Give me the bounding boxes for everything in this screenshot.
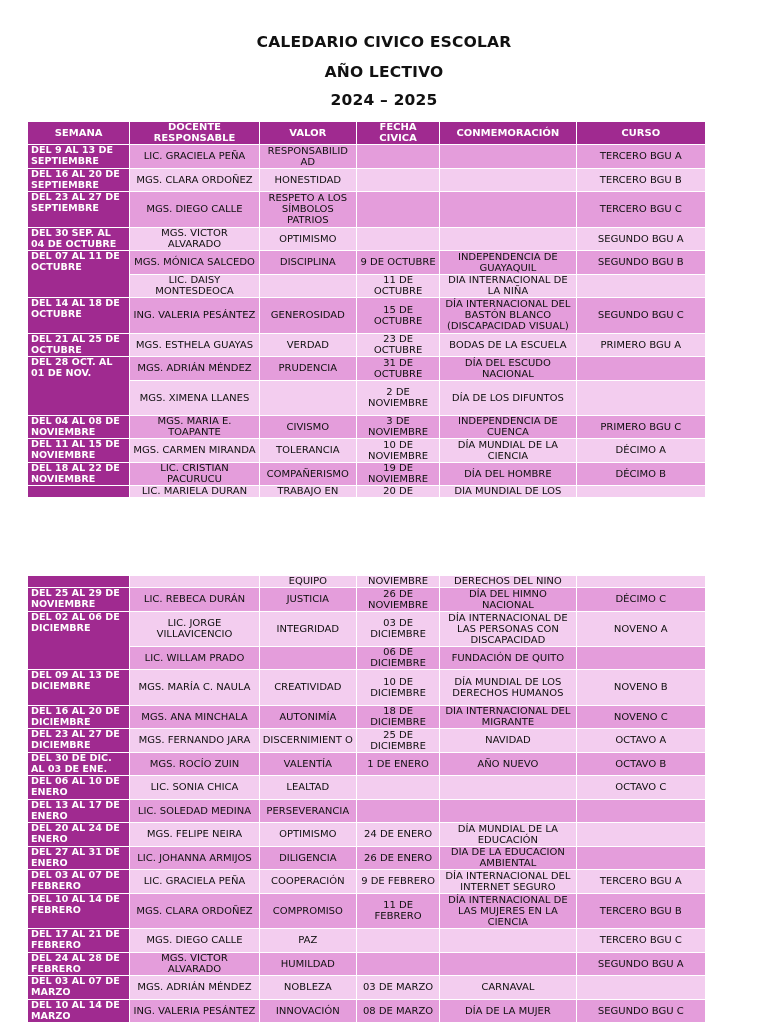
table-row — [28, 416, 706, 439]
header-conmemoracion: CONMEMORACIÓN — [440, 122, 576, 145]
cell-curso: DÉCIMO A — [576, 439, 705, 463]
document-year: 2024 – 2025 — [330, 91, 438, 109]
cell-semana: DEL 02 AL 06 DE DICIEMBRE — [28, 612, 130, 670]
cell-conmemoracion: NAVIDAD — [440, 729, 576, 753]
header-fecha: FECHA CIVICA — [356, 122, 439, 145]
cell-curso: NOVENO C — [576, 706, 705, 729]
table-row — [28, 251, 706, 275]
table-row — [28, 753, 706, 776]
cell-curso: SEGUNDO BGU B — [576, 251, 705, 275]
table-row — [28, 612, 706, 647]
cell-docente: LIC. CRISTIAN PACURUCU — [130, 463, 259, 486]
cell-conmemoracion: INDEPENDENCIA DE GUAYAQUIL — [440, 251, 576, 275]
cell-curso: DÉCIMO C — [576, 588, 705, 612]
table-row — [28, 588, 706, 612]
cell-curso — [576, 647, 705, 670]
table-row — [28, 463, 706, 486]
cell-curso: PRIMERO BGU A — [576, 334, 705, 357]
cell-docente: LIC. SOLEDAD MEDINA — [130, 800, 259, 823]
cell-curso — [576, 275, 705, 298]
cell-curso: OCTAVO B — [576, 753, 705, 776]
cell-conmemoracion: DÍA MUNDIAL DE LA EDUCACIÓN — [440, 823, 576, 847]
cell-conmemoracion: DÍA INTERNACIONAL DEL BASTÓN BLANCO (DISCAPACIDAD VISUAL) — [440, 298, 576, 334]
cell-docente: MGS. CARMEN MIRANDA — [130, 439, 259, 463]
cell-docente: MGS. FELIPE NEIRA — [130, 823, 259, 847]
cell-curso: SEGUNDO BGU A — [576, 228, 705, 251]
cell-semana — [28, 486, 130, 498]
cell-docente: LIC. MARIELA DURÁN — [130, 486, 259, 498]
cell-semana: DEL 14 AL 18 DE OCTUBRE — [28, 298, 130, 334]
table-row — [28, 847, 706, 870]
cell-fecha: 3 DE NOVIEMBRE — [356, 416, 439, 439]
cell-fecha — [356, 929, 439, 953]
cell-conmemoracion: DÍA MUNDIAL DE LOS — [440, 486, 576, 498]
cell-fecha — [356, 776, 439, 800]
cell-fecha: 11 DE FEBRERO — [356, 894, 439, 929]
cell-valor: RESPONSABILID AD — [259, 145, 356, 169]
cell-docente: MGS. ADRIÁN MÉNDEZ — [130, 976, 259, 1000]
table-row — [28, 439, 706, 463]
cell-docente: MGS. DIEGO CALLE — [130, 929, 259, 953]
cell-valor: VERDAD — [259, 334, 356, 357]
cell-valor: TRABAJO EN — [259, 486, 356, 498]
cell-conmemoracion: DÍA MUNDIAL DE LA CIENCIA — [440, 439, 576, 463]
cell-conmemoracion: DÍA INTERNACIONAL DEL MIGRANTE — [440, 706, 576, 729]
table-row — [28, 647, 706, 670]
cell-curso: NOVENO A — [576, 612, 705, 647]
cell-fecha: 11 DE OCTUBRE — [356, 275, 439, 298]
cell-semana: DEL 9 AL 13 DE SEPTIEMBRE — [28, 145, 130, 169]
cell-fecha — [356, 192, 439, 228]
cell-docente: MGS. CLARA ORDOÑEZ — [130, 169, 259, 192]
table-row — [28, 169, 706, 192]
cell-fecha: 26 DE NOVIEMBRE — [356, 588, 439, 612]
cell-semana: DEL 23 AL 27 DE SEPTIEMBRE — [28, 192, 130, 228]
cell-curso — [576, 847, 705, 870]
cell-conmemoracion: DÍA DEL HOMBRE — [440, 463, 576, 486]
cell-valor: OPTIMISMO — [259, 823, 356, 847]
cell-curso: TERCERO BGU A — [576, 870, 705, 894]
cell-fecha: 10 DE DICIEMBRE — [356, 670, 439, 706]
cell-docente: LIC. WILLAM PRADO — [130, 647, 259, 670]
cell-curso — [576, 823, 705, 847]
cell-semana — [28, 576, 130, 588]
cell-valor: DISCIPLINA — [259, 251, 356, 275]
cell-semana: DEL 16 AL 20 DE SEPTIEMBRE — [28, 169, 130, 192]
cell-valor: HONESTIDAD — [259, 169, 356, 192]
header-docente: DOCENTE RESPONSABLE — [130, 122, 259, 145]
cell-docente: MGS. MARÍA C. NAULA — [130, 670, 259, 706]
cell-valor: PRUDENCIA — [259, 357, 356, 381]
cell-semana: DEL 10 AL 14 DE MARZO — [28, 1000, 130, 1023]
cell-conmemoracion — [440, 953, 576, 976]
cell-docente: MGS. CLARA ORDOÑEZ — [130, 894, 259, 929]
cell-conmemoracion: DÍA DE LOS DIFUNTOS — [440, 381, 576, 416]
cell-valor: AUTONIMÍA — [259, 706, 356, 729]
table-row — [28, 275, 706, 298]
cell-semana: DEL 13 AL 17 DE ENERO — [28, 800, 130, 823]
cell-conmemoracion: DÍA DE LA MUJER — [440, 1000, 576, 1023]
cell-fecha: 25 DE DICIEMBRE — [356, 729, 439, 753]
cell-curso: OCTAVO A — [576, 729, 705, 753]
cell-curso: PRIMERO BGU C — [576, 416, 705, 439]
cell-docente: MGS. MARÍA E. TOAPANTE — [130, 416, 259, 439]
cell-semana: DEL 09 AL 13 DE DICIEMBRE — [28, 670, 130, 706]
cell-valor: COMPROMISO — [259, 894, 356, 929]
cell-conmemoracion: DÍA MUNDIAL DE LOS DERECHOS HUMANOS — [440, 670, 576, 706]
cell-curso: TERCERO BGU A — [576, 145, 705, 169]
cell-conmemoracion: DÍA DEL HIMNO NACIONAL — [440, 588, 576, 612]
cell-valor: PAZ — [259, 929, 356, 953]
document-title: CALEDARIO CIVICO ESCOLAR — [256, 33, 512, 51]
table-row — [28, 953, 706, 976]
cell-fecha: 03 DE DICIEMBRE — [356, 612, 439, 647]
cell-semana: DEL 04 AL 08 DE NOVIEMBRE — [28, 416, 130, 439]
cell-docente: LIC. GRACIELA PEÑA — [130, 145, 259, 169]
cell-fecha — [356, 800, 439, 823]
table-row — [28, 192, 706, 228]
cell-docente: MGS. VÍCTOR ALVARADO — [130, 953, 259, 976]
table-row — [28, 357, 706, 381]
cell-valor: CIVISMO — [259, 416, 356, 439]
cell-docente: MGS. ROCÍO ZUIN — [130, 753, 259, 776]
cell-semana: DEL 20 AL 24 DE ENERO — [28, 823, 130, 847]
cell-fecha — [356, 953, 439, 976]
cell-semana: DEL 23 AL 27 DE DICIEMBRE — [28, 729, 130, 753]
cell-conmemoracion: FUNDACIÓN DE QUITO — [440, 647, 576, 670]
cell-curso: TERCERO BGU C — [576, 192, 705, 228]
cell-docente: LIC. SONIA CHICA — [130, 776, 259, 800]
cell-valor: INTEGRIDAD — [259, 612, 356, 647]
cell-fecha: 20 DE — [356, 486, 439, 498]
cell-fecha: 10 DE NOVIEMBRE — [356, 439, 439, 463]
cell-fecha: NOVIEMBRE — [356, 576, 439, 588]
table-row — [28, 929, 706, 953]
table-header-row — [28, 122, 706, 145]
calendar-table-page1 — [27, 121, 706, 498]
cell-semana: DEL 10 AL 14 DE FEBRERO — [28, 894, 130, 929]
cell-fecha: 19 DE NOVIEMBRE — [356, 463, 439, 486]
cell-docente: LIC. REBECA DURÁN — [130, 588, 259, 612]
cell-fecha: 15 DE OCTUBRE — [356, 298, 439, 334]
table-row — [28, 894, 706, 929]
cell-curso — [576, 976, 705, 1000]
cell-conmemoracion: DÍA INTERNACIONAL DE LA NIÑA — [440, 275, 576, 298]
header-curso: CURSO — [576, 122, 705, 145]
cell-docente: MGS. VÍCTOR ALVARADO — [130, 228, 259, 251]
cell-curso — [576, 486, 705, 498]
cell-curso — [576, 800, 705, 823]
calendar-table-page2 — [27, 575, 706, 1023]
table-row — [28, 870, 706, 894]
table-row — [28, 145, 706, 169]
cell-semana: DEL 30 SEP. AL 04 DE OCTUBRE — [28, 228, 130, 251]
cell-conmemoracion — [440, 169, 576, 192]
table-row — [28, 576, 706, 588]
cell-conmemoracion — [440, 776, 576, 800]
cell-semana: DEL 18 AL 22 DE NOVIEMBRE — [28, 463, 130, 486]
cell-conmemoracion: INDEPENDENCIA DE CUENCA — [440, 416, 576, 439]
table-row — [28, 706, 706, 729]
cell-curso: SEGUNDO BGU C — [576, 298, 705, 334]
cell-conmemoracion: DÍA DE LA EDUCACIÓN AMBIENTAL — [440, 847, 576, 870]
cell-docente: ING. VALERIA PESÁNTEZ — [130, 298, 259, 334]
cell-conmemoracion: DÍA INTERNACIONAL DE LAS MUJERES EN LA CIENCIA — [440, 894, 576, 929]
cell-curso: SEGUNDO BGU C — [576, 1000, 705, 1023]
cell-valor: CREATIVIDAD — [259, 670, 356, 706]
cell-valor: RESPETO A LOS SÍMBOLOS PATRIOS — [259, 192, 356, 228]
cell-conmemoracion — [440, 800, 576, 823]
cell-conmemoracion: CARNAVAL — [440, 976, 576, 1000]
cell-valor: EQUIPO — [259, 576, 356, 588]
cell-curso: DÉCIMO B — [576, 463, 705, 486]
cell-conmemoracion: DERECHOS DEL NIÑO — [440, 576, 576, 588]
cell-valor: INNOVACIÓN — [259, 1000, 356, 1023]
cell-semana: DEL 03 AL 07 DE FEBRERO — [28, 870, 130, 894]
table-row — [28, 298, 706, 334]
table-row — [28, 381, 706, 416]
cell-semana: DEL 03 AL 07 DE MARZO — [28, 976, 130, 1000]
cell-valor: VALENTÍA — [259, 753, 356, 776]
cell-curso: TERCERO BGU B — [576, 169, 705, 192]
cell-conmemoracion: DÍA INTERNACIONAL DE LAS PERSONAS CON DISCAPACIDAD — [440, 612, 576, 647]
cell-conmemoracion — [440, 192, 576, 228]
cell-valor: JUSTICIA — [259, 588, 356, 612]
cell-fecha: 9 DE FEBRERO — [356, 870, 439, 894]
cell-docente: LIC. JOHANNA ARMIJOS — [130, 847, 259, 870]
cell-fecha — [356, 145, 439, 169]
cell-docente: LIC. DAISY MONTESDEOCA — [130, 275, 259, 298]
cell-valor: OPTIMISMO — [259, 228, 356, 251]
cell-fecha: 06 DE DICIEMBRE — [356, 647, 439, 670]
cell-curso — [576, 381, 705, 416]
table-row — [28, 776, 706, 800]
cell-docente — [130, 576, 259, 588]
cell-semana: DEL 27 AL 31 DE ENERO — [28, 847, 130, 870]
cell-docente: LIC. JORGE VILLAVICENCIO — [130, 612, 259, 647]
cell-valor: NOBLEZA — [259, 976, 356, 1000]
cell-semana: DEL 17 AL 21 DE FEBRERO — [28, 929, 130, 953]
cell-curso: TERCERO BGU C — [576, 929, 705, 953]
cell-fecha: 24 DE ENERO — [356, 823, 439, 847]
cell-semana: DEL 06 AL 10 DE ENERO — [28, 776, 130, 800]
table-row — [28, 1000, 706, 1023]
cell-conmemoracion: DÍA DEL ESCUDO NACIONAL — [440, 357, 576, 381]
table-row — [28, 729, 706, 753]
cell-valor: HUMILDAD — [259, 953, 356, 976]
cell-semana: DEL 07 AL 11 DE OCTUBRE — [28, 251, 130, 298]
cell-valor: TOLERANCIA — [259, 439, 356, 463]
cell-valor: GENEROSIDAD — [259, 298, 356, 334]
cell-valor: DISCERNIMIENT O — [259, 729, 356, 753]
cell-conmemoracion: AÑO NUEVO — [440, 753, 576, 776]
cell-conmemoracion — [440, 929, 576, 953]
cell-docente: ING. VALERIA PESÁNTEZ — [130, 1000, 259, 1023]
cell-fecha: 31 DE OCTUBRE — [356, 357, 439, 381]
cell-fecha: 2 DE NOVIEMBRE — [356, 381, 439, 416]
cell-semana: DEL 16 AL 20 DE DICIEMBRE — [28, 706, 130, 729]
cell-docente: MGS. ESTHELA GUAYAS — [130, 334, 259, 357]
cell-valor: COMPAÑERISMO — [259, 463, 356, 486]
cell-valor: PERSEVERANCIA — [259, 800, 356, 823]
cell-valor: LEALTAD — [259, 776, 356, 800]
cell-conmemoracion — [440, 145, 576, 169]
cell-docente: MGS. MÓNICA SALCEDO — [130, 251, 259, 275]
table-row — [28, 670, 706, 706]
cell-conmemoracion — [440, 228, 576, 251]
cell-semana: DEL 21 AL 25 DE OCTUBRE — [28, 334, 130, 357]
header-valor: VALOR — [259, 122, 356, 145]
cell-fecha: 03 DE MARZO — [356, 976, 439, 1000]
cell-docente: MGS. DIEGO CALLE — [130, 192, 259, 228]
cell-curso — [576, 576, 705, 588]
cell-docente: MGS. ANA MINCHALA — [130, 706, 259, 729]
table-row — [28, 228, 706, 251]
cell-curso: SEGUNDO BGU A — [576, 953, 705, 976]
document-subtitle: AÑO LECTIVO — [324, 63, 444, 81]
cell-conmemoracion: DÍA INTERNACIONAL DEL INTERNET SEGURO — [440, 870, 576, 894]
cell-valor — [259, 647, 356, 670]
cell-fecha: 08 DE MARZO — [356, 1000, 439, 1023]
table-row — [28, 976, 706, 1000]
cell-docente: LIC. GRACIELA PEÑA — [130, 870, 259, 894]
cell-semana: DEL 25 AL 29 DE NOVIEMBRE — [28, 588, 130, 612]
cell-docente: MGS. ADRIÁN MÉNDEZ — [130, 357, 259, 381]
cell-valor: COOPERACIÓN — [259, 870, 356, 894]
cell-fecha: 18 DE DICIEMBRE — [356, 706, 439, 729]
cell-fecha: 23 DE OCTUBRE — [356, 334, 439, 357]
table-row — [28, 486, 706, 498]
table-row — [28, 334, 706, 357]
cell-semana: DEL 28 OCT. AL 01 DE NOV. — [28, 357, 130, 416]
cell-fecha: 26 DE ENERO — [356, 847, 439, 870]
cell-fecha: 1 DE ENERO — [356, 753, 439, 776]
cell-curso: OCTAVO C — [576, 776, 705, 800]
cell-valor — [259, 381, 356, 416]
cell-semana: DEL 24 AL 28 DE FEBRERO — [28, 953, 130, 976]
cell-valor: DILIGENCIA — [259, 847, 356, 870]
cell-curso — [576, 357, 705, 381]
cell-semana: DEL 11 AL 15 DE NOVIEMBRE — [28, 439, 130, 463]
cell-valor — [259, 275, 356, 298]
cell-fecha: 9 DE OCTUBRE — [356, 251, 439, 275]
table-row — [28, 800, 706, 823]
cell-conmemoracion: BODAS DE LA ESCUELA — [440, 334, 576, 357]
cell-docente: MGS. XIMENA LLANES — [130, 381, 259, 416]
cell-docente: MGS. FERNANDO JARA — [130, 729, 259, 753]
cell-curso: TERCERO BGU B — [576, 894, 705, 929]
table-row — [28, 823, 706, 847]
cell-semana: DEL 30 DE DIC. AL 03 DE ENE. — [28, 753, 130, 776]
cell-fecha — [356, 169, 439, 192]
header-semana: SEMANA — [28, 122, 130, 145]
cell-fecha — [356, 228, 439, 251]
cell-curso: NOVENO B — [576, 670, 705, 706]
